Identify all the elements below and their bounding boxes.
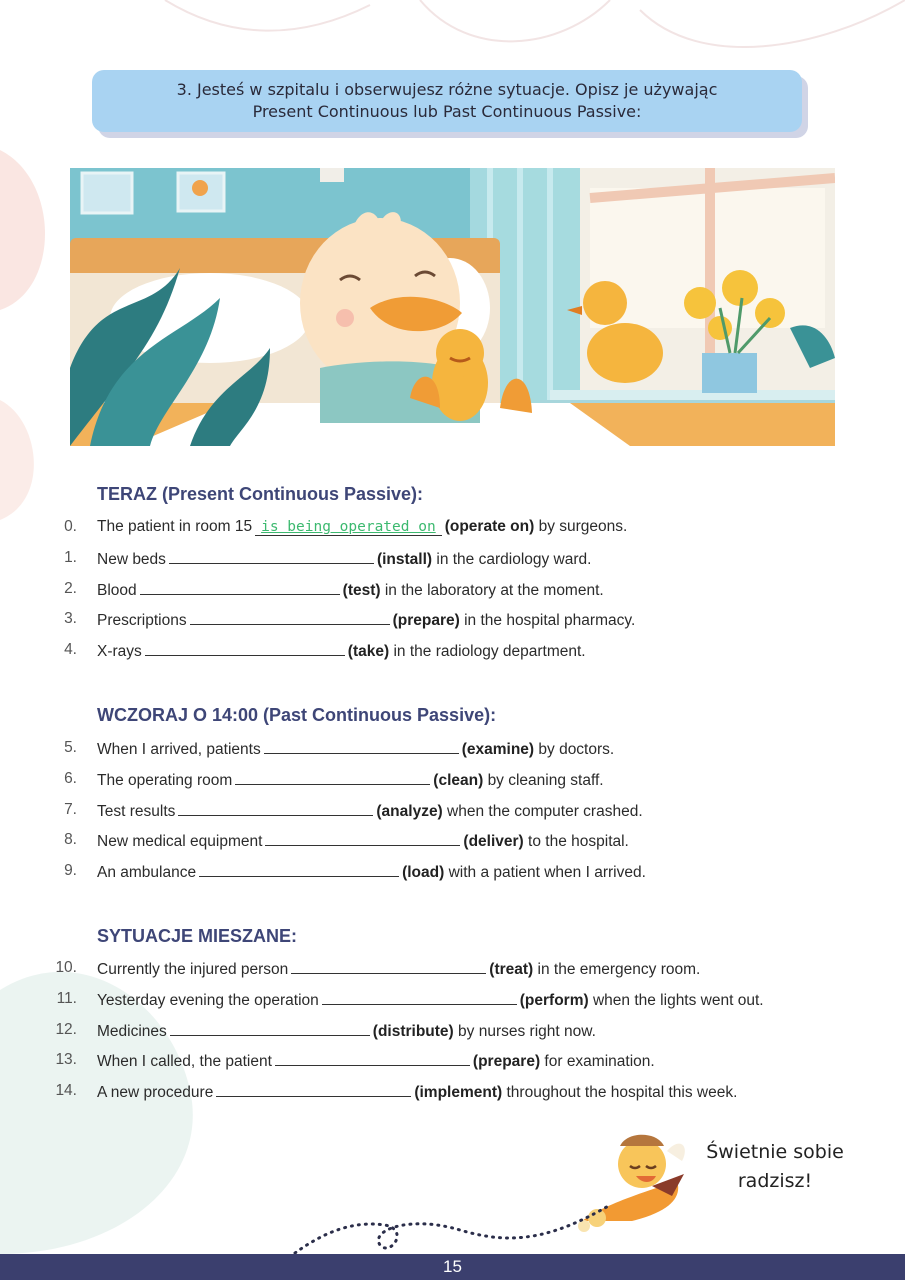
exercise-item: [0, 610, 905, 632]
exercise-item: [0, 959, 905, 981]
item-number: 6.: [64, 769, 77, 787]
sentence-end: in the cardiology ward.: [436, 550, 592, 568]
verb-hint: (examine): [461, 741, 535, 758]
answer-blank[interactable]: [216, 1082, 411, 1097]
section-title: SYTUACJE MIESZANE:: [97, 926, 298, 946]
sentence-end: with a patient when I arrived.: [448, 864, 646, 882]
sentence-end: in the laboratory at the moment.: [384, 581, 604, 599]
example-answer: is being operated on: [255, 519, 442, 536]
sentence-start: New medical equipment: [97, 833, 263, 851]
sentence-end: when the computer crashed.: [447, 802, 643, 820]
verb-hint: (test): [342, 581, 381, 599]
item-sentence: [97, 990, 764, 1010]
sentence-start: When I arrived, patients: [97, 741, 261, 758]
item-number: 12.: [55, 1020, 77, 1038]
sentence-end: when the lights went out.: [592, 991, 764, 1009]
sentence-start: When I called, the patient: [97, 1053, 272, 1071]
instruction-line-2: Present Continuous lub Past Continuous Passive:: [252, 102, 642, 121]
item-number: 7.: [64, 800, 77, 818]
dotted-path-decoration: [290, 1195, 620, 1257]
item-sentence: [97, 801, 643, 821]
sentence-end: in the hospital pharmacy.: [464, 612, 636, 630]
sentence-start: The operating room: [97, 771, 233, 789]
sentence-start: The patient in room 15: [97, 518, 253, 535]
exercise-item: [0, 862, 905, 884]
item-sentence: [97, 831, 629, 851]
sentence-end: by nurses right now.: [458, 1022, 596, 1040]
item-number: 5.: [64, 739, 77, 756]
exercise-item: [0, 739, 905, 761]
verb-hint: (take): [347, 643, 390, 661]
item-sentence: [97, 1021, 596, 1041]
answer-blank[interactable]: [291, 959, 486, 974]
item-sentence: [97, 959, 700, 979]
verb-hint: (implement): [414, 1084, 503, 1102]
answer-blank[interactable]: [190, 610, 390, 625]
item-sentence: [97, 1082, 737, 1102]
answer-blank[interactable]: [199, 862, 399, 877]
item-number: 14.: [55, 1082, 77, 1100]
sentence-start: Prescriptions: [97, 612, 187, 630]
exercise-instruction-box: [92, 70, 802, 132]
exercise-item: [0, 1051, 905, 1073]
exercise-item: [0, 549, 905, 571]
section-title: WCZORAJ O 14:00 (Past Continuous Passive):: [97, 705, 497, 725]
item-sentence: [97, 770, 604, 790]
item-sentence: [97, 641, 586, 661]
answer-blank[interactable]: [235, 770, 430, 785]
item-number: 3.: [64, 610, 77, 628]
sentence-start: Blood: [97, 581, 137, 599]
answer-blank[interactable]: [275, 1051, 470, 1066]
sentence-start: X-rays: [97, 643, 142, 661]
item-sentence: [97, 580, 604, 600]
item-number: 9.: [64, 862, 77, 880]
encouragement-line-2: radzisz!: [737, 1170, 813, 1192]
item-sentence: [97, 518, 627, 536]
encouragement-line-1: Świetnie sobie: [706, 1141, 844, 1163]
item-sentence: [97, 1051, 655, 1071]
exercise-item: [0, 770, 905, 792]
exercise-item: [0, 518, 905, 540]
item-sentence: [97, 610, 635, 630]
exercise-item: [0, 1082, 905, 1104]
sentence-end: to the hospital.: [528, 833, 629, 851]
sentence-start: Medicines: [97, 1022, 167, 1040]
item-number: 8.: [64, 831, 77, 849]
item-number: 13.: [55, 1051, 77, 1069]
sentence-start: Yesterday evening the operation: [97, 991, 319, 1009]
exercise-item: [0, 831, 905, 853]
instruction-line-1: 3. Jesteś w szpitalu i obserwujesz różne sytuacje. Opisz je używając: [176, 80, 718, 99]
answer-blank[interactable]: [264, 739, 459, 754]
exercise-item: [0, 580, 905, 602]
verb-hint: (load): [402, 864, 445, 882]
sentence-end: by doctors.: [538, 741, 615, 758]
verb-hint: (install): [376, 550, 433, 568]
item-sentence: [97, 862, 646, 882]
sentence-end: throughout the hospital this week.: [506, 1084, 738, 1102]
sentence-start: Test results: [97, 802, 176, 820]
answer-blank[interactable]: [265, 831, 460, 846]
page-number: 15: [443, 1257, 462, 1276]
exercise-item: [0, 990, 905, 1012]
verb-hint: (deliver): [463, 833, 524, 851]
duck-hospital-illustration: [70, 168, 835, 446]
item-number: 0.: [64, 518, 77, 535]
page-footer: [0, 1254, 905, 1280]
verb-hint: (clean): [433, 771, 484, 789]
verb-hint: (prepare): [472, 1053, 541, 1071]
sentence-end: by surgeons.: [538, 518, 628, 535]
exercise-item: [0, 1021, 905, 1043]
verb-hint: (analyze): [376, 802, 443, 820]
item-number: 2.: [64, 579, 77, 597]
answer-blank[interactable]: [140, 580, 340, 595]
verb-hint: (perform): [519, 991, 589, 1009]
answer-blank[interactable]: [145, 641, 345, 656]
exercise-item: [0, 641, 905, 663]
answer-blank[interactable]: [322, 990, 517, 1005]
sentence-start: New beds: [97, 550, 166, 568]
item-sentence: [97, 549, 591, 569]
sentence-start: An ambulance: [97, 864, 197, 882]
sentence-end: in the radiology department.: [393, 643, 586, 661]
answer-blank[interactable]: [169, 549, 374, 564]
item-number: 1.: [64, 548, 77, 566]
verb-hint: (distribute): [372, 1022, 454, 1040]
exercise-item: [0, 801, 905, 823]
answer-blank[interactable]: [170, 1021, 370, 1036]
verb-hint: (treat): [489, 961, 534, 978]
answer-blank[interactable]: [178, 801, 373, 816]
verb-hint: (operate on): [444, 518, 535, 535]
item-number: 4.: [64, 641, 77, 659]
encouragement-message: [700, 1138, 850, 1196]
verb-hint: (prepare): [392, 612, 460, 630]
item-number: 11.: [56, 989, 77, 1007]
sentence-start: Currently the injured person: [97, 961, 289, 978]
item-sentence: [97, 739, 614, 759]
sentence-start: A new procedure: [97, 1084, 214, 1102]
section-title: TERAZ (Present Continuous Passive):: [97, 484, 424, 504]
sentence-end: by cleaning staff.: [487, 771, 604, 789]
sentence-end: for examination.: [544, 1053, 655, 1071]
item-number: 10.: [55, 959, 77, 976]
sentence-end: in the emergency room.: [537, 961, 701, 978]
